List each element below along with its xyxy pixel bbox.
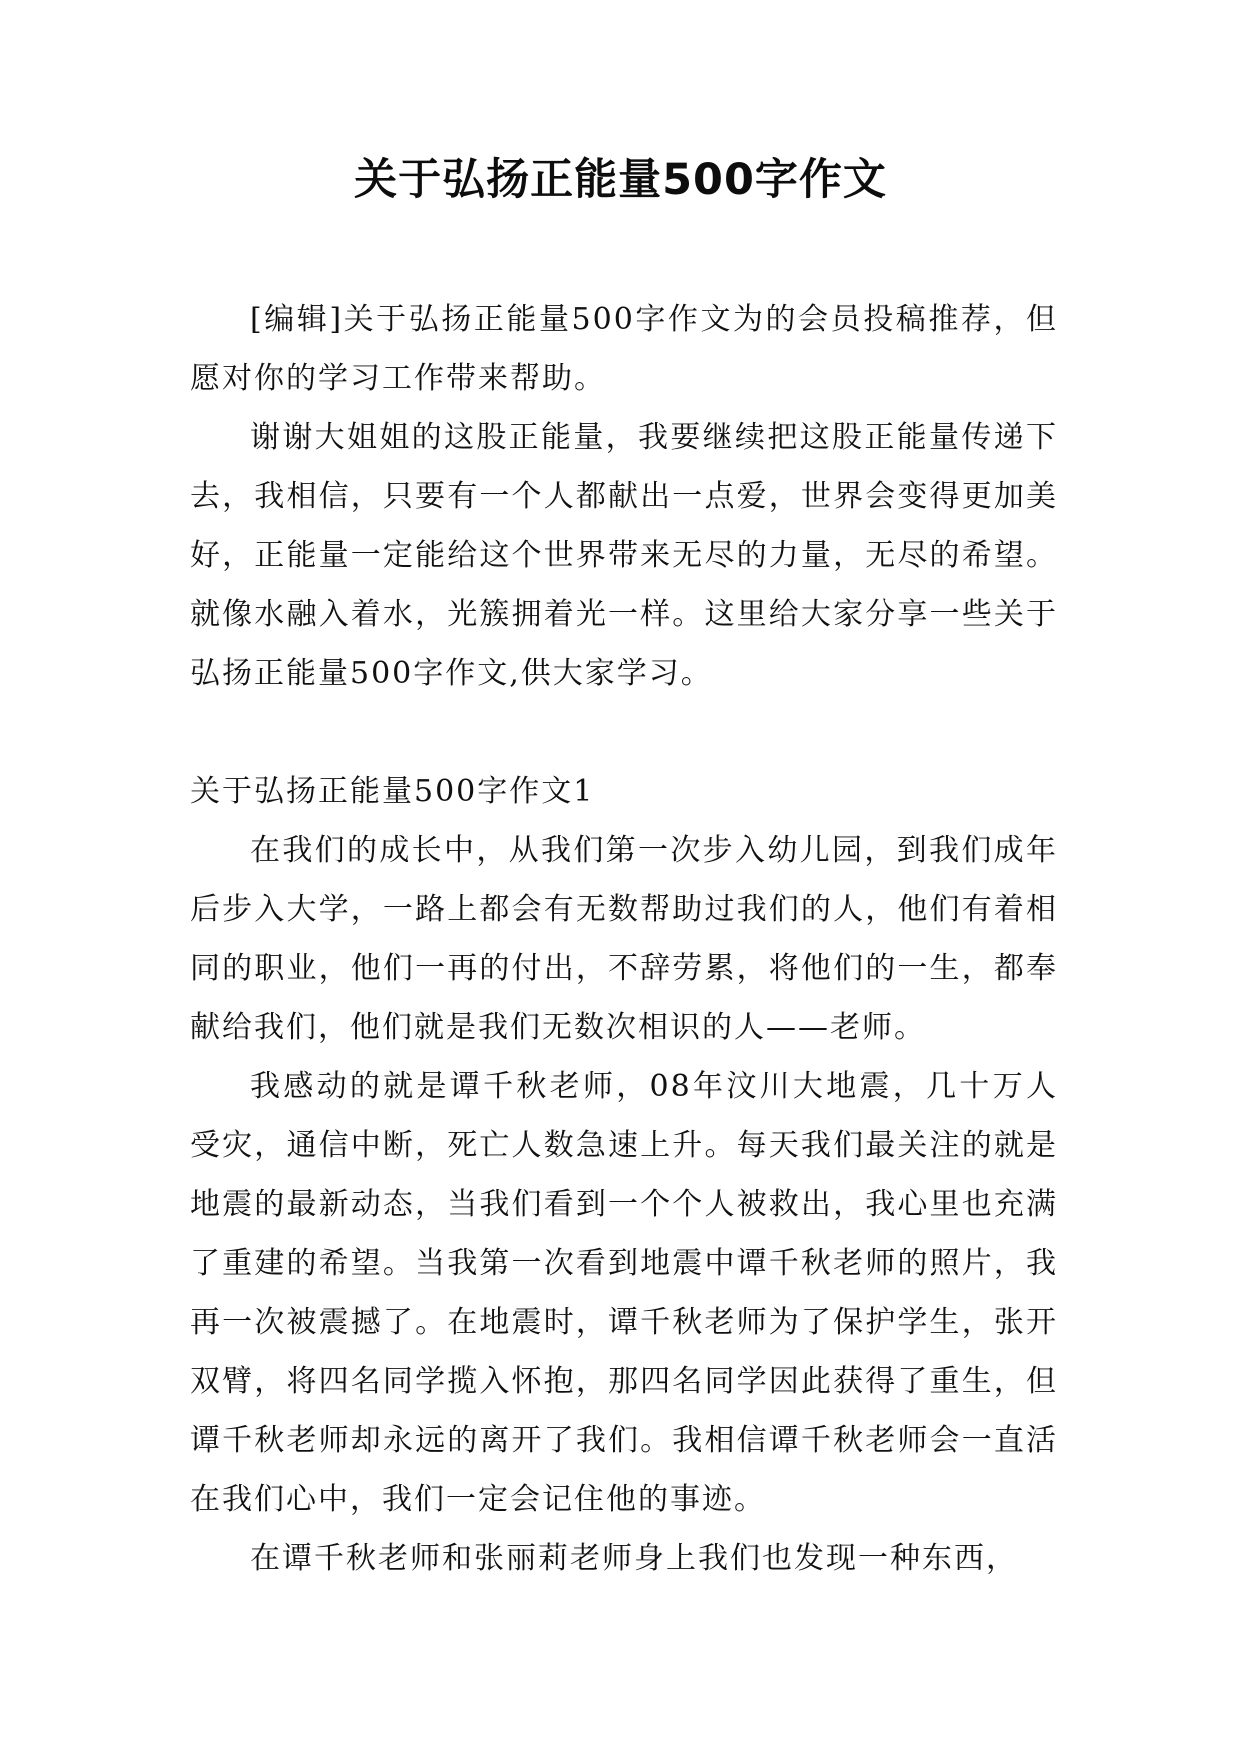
- intro-paragraph-1: [编辑]关于弘扬正能量500字作文为的会员投稿推荐，但愿对你的学习工作带来帮助。: [190, 302, 1058, 396]
- intro-paragraph-2: 谢谢大姐姐的这股正能量，我要继续把这股正能量传递下去，我相信，只要有一个人都献出一点爱，世界会变得更加美好，正能量一定能给这个世界带来无尽的力量，无尽的希望。就像水融入着水，光簇拥着光一样。这里给大家分享一些关于弘扬正能量500字作文,供大家学习。: [190, 420, 1058, 691]
- document-body: [190, 290, 1058, 1588]
- section-paragraph-1: 在我们的成长中，从我们第一次步入幼儿园，到我们成年后步入大学，一路上都会有无数帮助过我们的人，他们有着相同的职业，他们一再的付出，不辞劳累，将他们的一生，都奉献给我们，他们就是我们无数次相识的人——老师。: [190, 833, 1058, 1045]
- section-paragraph-2: 我感动的就是谭千秋老师，08年汶川大地震，几十万人受灾，通信中断，死亡人数急速上升。每天我们最关注的就是地震的最新动态，当我们看到一个个人被救出，我心里也充满了重建的希望。当我第一次看到地震中谭千秋老师的照片，我再一次被震撼了。在地震时，谭千秋老师为了保护学生，张开双臂，将四名同学揽入怀抱，那四名同学因此获得了重生，但谭千秋老师却永远的离开了我们。我相信谭千秋老师会一直活在我们心中，我们一定会记住他的事迹。: [190, 1069, 1058, 1517]
- section-heading: 关于弘扬正能量500字作文1: [190, 774, 595, 809]
- document-title: 关于弘扬正能量500字作文: [354, 155, 887, 205]
- section-paragraph-3: 在谭千秋老师和张丽莉老师身上我们也发现一种东西，: [250, 1541, 1018, 1576]
